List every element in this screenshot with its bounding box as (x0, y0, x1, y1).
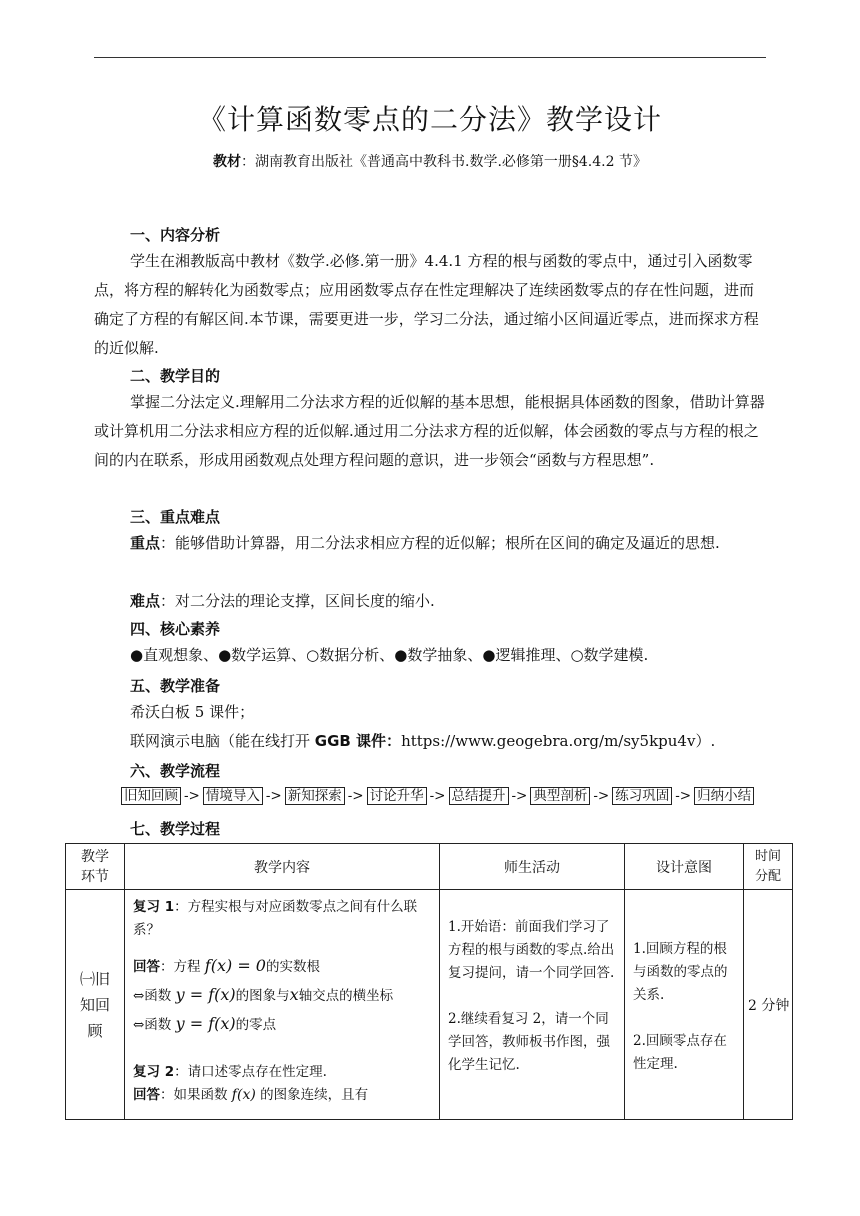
answer2-pre: ：如果函数 (160, 1087, 232, 1103)
flow-step: 典型剖析 (530, 787, 590, 805)
answer1-line2-post: 轴交点的横坐标 (298, 988, 394, 1004)
flow-arrow: -> (184, 788, 200, 804)
answer1-line3-post: 的零点 (235, 1017, 277, 1033)
section-5-line2-bold: GGB 课件： (314, 732, 402, 750)
answer1-line2 (133, 983, 433, 1008)
document-title: 《计算函数零点的二分法》教学设计 (197, 103, 662, 136)
answer1-line3 (133, 1012, 433, 1037)
intent-2: 2.回顾零点存在性定理. (633, 1033, 727, 1072)
difficult-points (94, 587, 768, 616)
equation-f-x-0: f(x) = 0 (204, 956, 266, 975)
key-points (94, 529, 768, 558)
section-4-body: ●直观想象、●数学运算、○数据分析、●数学抽象、●逻辑推理、○数学建模. (130, 646, 649, 664)
intent-1: 1.回顾方程的根与函数的零点的关系. (633, 941, 728, 1003)
content-review (125, 890, 440, 1120)
flow-step: 总结提升 (449, 787, 509, 805)
ggb-link: https://www.geogebra.org/m/sy5kpu4v）. (401, 732, 716, 750)
flow-step: 练习巩固 (612, 787, 672, 805)
flow-step: 讨论升华 (367, 787, 427, 805)
review2 (133, 1061, 433, 1084)
section-5-line2-pre: 联网演示电脑（能在线打开 (130, 732, 315, 750)
time-review: 2 分钟 (744, 890, 793, 1120)
activity-1: 1.开始语：前面我们学习了方程的根与函数的零点.给出复习提问，请一个同学回答. (448, 919, 615, 981)
flow-arrow: -> (429, 788, 446, 804)
section-5-heading: 五、教学准备 (130, 677, 221, 695)
teaching-flow (121, 784, 754, 804)
flow-arrow: -> (593, 788, 610, 804)
section-1-heading: 一、内容分析 (130, 226, 221, 244)
answer1-text: ：方程 (160, 959, 205, 975)
header-time: 时间 分配 (744, 844, 793, 890)
review1-label: 复习 1 (133, 899, 175, 915)
section-2-heading: 二、教学目的 (130, 367, 221, 385)
flow-arrow: -> (265, 788, 282, 804)
flow-step: 新知探索 (285, 787, 345, 805)
review2-label: 复习 2 (133, 1064, 175, 1080)
equation-y-f-x-2: y = f(x) (175, 1014, 236, 1033)
difficult-points-label: 难点 (130, 592, 161, 610)
key-points-label: 重点 (130, 534, 161, 552)
table-row (66, 890, 793, 1120)
flow-arrow: -> (347, 788, 364, 804)
flow-step: 归纳小结 (694, 787, 754, 805)
section-5-line1: 希沃白板 5 课件； (130, 703, 255, 721)
section-1-body: 学生在湘教版高中教材《数学.必修.第一册》4.4.1 方程的根与函数的零点中，通过引入函数零点，将方程的解转化为函数零点；应用函数零点存在性定理解决了连续函数零点的存在性问题，进而确定了方程的有解区间.本节课，需要更进一步，学习二分法，通过缩小区间逼近零点，进而探求方程的近似解. (94, 252, 759, 357)
answer1-text-2: 的实数根 (265, 959, 320, 975)
subtitle-text: ：湖南教育出版社《普通高中教科书.数学.必修第一册§4.4.2 节》 (241, 154, 647, 170)
header-content: 教学内容 (125, 844, 440, 890)
flow-step: 情境导入 (203, 787, 263, 805)
review1 (133, 896, 433, 942)
answer1-line1 (133, 954, 433, 979)
flow-arrow: -> (511, 788, 528, 804)
section-4-heading: 四、核心素养 (130, 620, 221, 638)
section-3-heading: 三、重点难点 (130, 508, 221, 526)
header-activity: 师生活动 (440, 844, 625, 890)
answer1-line2-mid: 的图象与 (235, 988, 290, 1004)
answer2-label: 回答 (133, 1087, 160, 1103)
equiv-text-2: ⇔函数 (133, 1017, 176, 1033)
flow-arrow: -> (675, 788, 692, 804)
equiv-text: ⇔函数 (133, 988, 176, 1004)
table-header-row (66, 844, 793, 890)
review1-text: ：方程实根与对应函数零点之间有什么联系？ (133, 899, 418, 938)
equation-y-f-x: y = f(x) (175, 985, 236, 1004)
teaching-process-table (65, 843, 793, 1120)
review2-text: ：请口述零点存在性定理. (174, 1064, 327, 1080)
answer2-post: 的图象连续，且有 (255, 1087, 369, 1103)
header-intent: 设计意图 (625, 844, 744, 890)
activity-review (440, 890, 625, 1120)
answer1-label: 回答 (133, 959, 160, 975)
document-subtitle (0, 151, 860, 171)
x-variable: x (289, 985, 299, 1004)
difficult-points-text: ：对二分法的理论支撑，区间长度的缩小. (160, 592, 435, 610)
section-6-heading: 六、教学流程 (130, 762, 221, 780)
subtitle-label: 教材 (213, 154, 241, 170)
header-rule (94, 57, 766, 58)
section-2-body: 掌握二分法定义.理解用二分法求方程的近似解的基本思想，能根据具体函数的图象，借助计算器或计算机用二分法求相应方程的近似解.通过用二分法求方程的近似解，体会函数的零点与方程的根之间的内在联系，形成用函数观点处理方程问题的意识，进一步领会“函数与方程思想”. (94, 393, 765, 469)
section-5-line2 (94, 727, 768, 756)
flow-step: 旧知回顾 (121, 787, 181, 805)
header-stage: 教学 环节 (66, 844, 125, 890)
intent-review (625, 890, 744, 1120)
activity-2: 2.继续看复习 2，请一个同学回答，教师板书作图，强化学生记忆. (448, 1011, 610, 1073)
stage-review: ㈠旧 知回 顾 (66, 890, 125, 1120)
key-points-text: ：能够借助计算器，用二分法求相应方程的近似解；根所在区间的确定及逼近的思想. (160, 534, 720, 552)
section-7-heading: 七、教学过程 (130, 820, 221, 838)
answer2 (133, 1084, 433, 1107)
function-f-x: f(x) (231, 1087, 256, 1103)
